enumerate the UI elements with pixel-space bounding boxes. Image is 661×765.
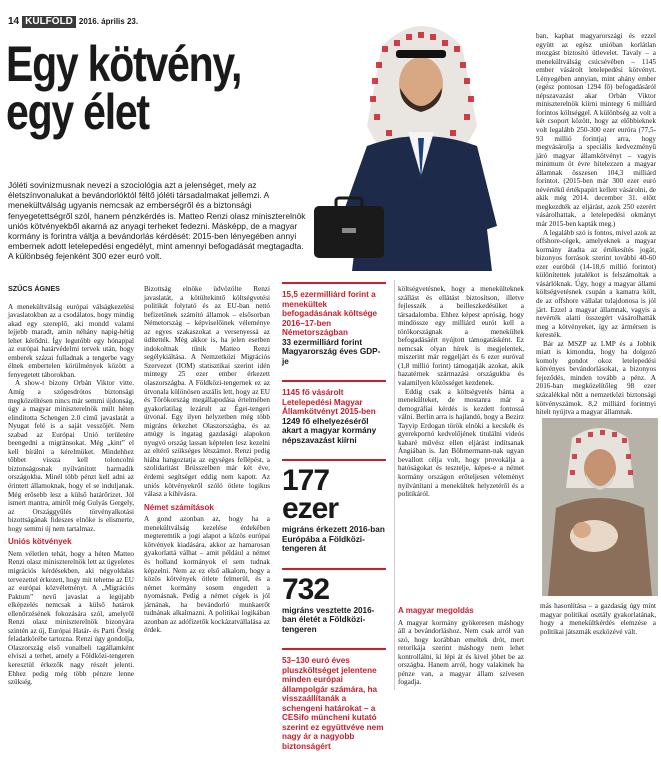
paragraph: Nem véletlen tehát, hogy a héten Matteo Renzi olasz miniszterelnök lett az ügyeletes migrációs kérdésekben, aki négyoldalas tervezettel érkezett, hogy mit tehetne az EU az európai közvéleményt. A „Migrációs Paktum” nevű javaslat a legújabb elképzelés nemcsak a külső határok ellenőrzésének fokozására szól, amelyről Renzi olasz miniszterelnök bizonyára szintén az új, Európai Határ- és Parti Őrség feladatkörébe tartozna. Renzi úgy gondolja, Olaszország első vonalbeli tagállamként elviszi a terhet, amely a Földközi-tengeren keresztül érkezők nagy részét jelenti. Ehhez pedig még több pénzre lenne szükség. [8, 549, 134, 687]
paragraph: más hasonlítása – a gazdaság úgy mint magyar politikai osztály gyakorlatának, hogy a menekültkérdés elemzése a politikai játszmák eszközévé vált. [540, 602, 656, 636]
fact-text: 1249 fő elhelyezéséről akart a magyar kormány népszavazást kiírni [282, 416, 377, 445]
paragraph: A show-t bizony Orbán Viktor vitte. Amíg a szögesdrótos biztonsági megközelítésen nincs már semmi újdonság, úgy a magyar miniszterelnök múlt héten elindította Schengen 2.0 című javaslatát a Nyugat felé is a saját vesszőjét. Nem szabad az Európai Unió területére beengedni a migránsokat. Még „kint” el kell bírálni a kérelmüket. Mindehhez tőbbet vissza kell toloncolni biztonságosnak nyilvánított harmadik országokba. Minél több pénzt kell adni az érintett államoknak, hogy el se induljanak. Még erősebb lesz a külső határőrizet. Jól ismert mantra, amiről még Gulyás Gergely, az Országgyűlés törvényalkotási bizottságának fideszes elnöke is elismerte, hogy semmi új nem tartalmaz. [8, 379, 134, 533]
paragraph: költségvetésnek, hogy a menekülteknek szállást és ellátást biztosítson, illetve fejlesszék a beilleszkedésüket a társadalomba. Ehhez képest apróság, hogy mindössze egy milliárd eurót kell a törökországnak a menekültek befogadásáért nyújtott támogatásként. Ez nemcsak olyan hírek is megjelentek, miszerint már reggeljárt és 6 ezer euróval (1,8 millió forint) támogatják azokat, akik hazatérnek származási országukba és valamilyen közösséget kezdenek. [398, 285, 524, 388]
subheading-nemet-szamitasok: Német számítások [144, 502, 214, 512]
subheading-magyar-megoldas: A magyar megoldás [398, 606, 474, 615]
article-column-1 [8, 285, 134, 687]
paragraph: Eddig csak a költségvetés bánta a menekülteket, de mostanra már a demográfiai kérdés is kezdett fontossá válni. Berlin arra is hajlandó, hogy a Bezirz Tayyip Erdogan török elnöki a kecskék és gyerekpornó kedvelőjének titulálni videós kabaré művész ellen eljárást indítsanak Ángiában is. Jan Böhmermann-nak ugyan bevallott célja volt, hogy provokálja a hatóságokat és tesztelje, képes-e a német kormány országon erőteljesen véleményt nyilvánítani a menekültek helyzetéről és a politikáról. [398, 387, 524, 499]
fact-box [282, 459, 386, 554]
fact-box [282, 282, 386, 366]
fact-box [282, 568, 386, 635]
article-column-4 [398, 285, 524, 595]
article-column-4-bottom [398, 602, 524, 687]
paragraph: A legalább szó is fontos, mivel azok az offshore-cégek, amelyeknek a magyar kormány átadta az értékesítés jogát, bizonyos források szerint további 40-60 ezer euróból (14-18,6 millió forintot) különítettek jutalékot is felszámoltak a vásárlóknak. Úgy, hogy a magyar állami költségvetésnek csupán a kamatra költ, de az offshore vállalat tulajdonosa is jól járt. Ezzel a magyar államnak, vagyis a nevérték alatti összegért vásárolhatták meg a kötvényeket, így az ármérsen is keresték. [536, 228, 656, 340]
refugee-illustration [542, 418, 658, 596]
businessman-illustration [312, 6, 530, 271]
fact-highlight: 15,5 ezermilliárd forint a menekültek befogadásának költsége 2016–17-ben Németországban [282, 290, 378, 337]
fact-text: 33 ezermilliárd forint Magyarország éves GDP-je [282, 337, 381, 366]
column-divider [394, 280, 395, 690]
paragraph: Bár az MSZP az LMP és a Jobbik miatt is kimondta, hogy ha dolgozó komoly gondot okoz letelepedési kötvényes bevándorlásokat, a bizonyos fejeződés, minden tovább a pénz. A 2016-ban megközelítőleg 98 ezer százalékkal nőtt a nemzetközi biztonsági kötvényszámok. 8,2 milliárd forintnyi hitelt nyújtva a magyar államnak. [536, 339, 656, 417]
paragraph: A magyar kormány gyökeresen máshogy áll a bevándorláshoz. Nem csak arról van szó, hogy korábban emeltek drót, mert retorikája szerint máshogy nem lehet kontrollálni, ki lépi át és kivel jöhet be az országba. Hanem arról, hogy valakinek ha pénze van, a magyar állam szívesen fogadja. [398, 618, 524, 687]
publication-date: 2016. április 23. [78, 17, 139, 26]
fact-big-number: 177 ezer [282, 464, 339, 525]
article-column-5 [536, 32, 656, 417]
section-label: KÜLFÖLD [22, 16, 76, 28]
article-lead: Jóléti sovinizmusnak nevezi a szociológia azt a jelenséget, mely az életszínvonalukat a bevándorlóktól féltő jóléti társadalmakat jellemzi. A menekültválság ugyanis nemcsak az emberségről és a biztonsági fenyegetettségről szól, hanem pénzkérdés is. Matteo Renzi olasz miniszterelnök uniós kötvényekből akarná az anyagi terheket fedezni. Másképp, de a magyar kormány is forintra váltja a bevándorlás kérdését: 2015-ben lényegében annyi embernek adott letelepedési engedélyt, mint amennyi befogadását megtagadta. A különbség fejenként 300 ezer euró volt. [8, 180, 306, 262]
fact-box [282, 380, 386, 445]
article-column-5-bottom [540, 602, 656, 636]
paragraph: A menekültválság európai válságkezelési javaslatokban az a csodálatos, hogy mindig akad egy szereplő, aki mondd valami lejjebb maradt, amin néhány napig-hétig lehet kérődni. Így legutóbb egy hónappal az európai határvédelmi tervek után, hogy emberek százai fulladnak a tengerbe vagy élnek embertelen körülmények között a fenyegetett táborokban. [8, 302, 134, 379]
page-header [8, 16, 138, 28]
fact-text: migráns érkezett 2016-ban Európába a Földközi-tengeren át [282, 525, 385, 553]
subheading-unios-kotvenyek: Uniós kötvények [8, 537, 72, 547]
paragraph: ban, kaphat magyarországi és ezzel együtt az egész unióban korlátlan mozgást biztosító útlevelet. Tavaly – a menekültválság csúcsévében – 1145 ember vásárolt letelepedési kötvényt. Lényegében annyian, mint ahány ember (egész pontosan 1294 fő) befogadásáról népszavazást akar Orbán Viktor miniszterelnök kiírni mintegy 6 milliárd forintos költséggel. A különbség az volt a két csoport között, hogy az előbbieknek volt legalább 250-300 ezer euróra (77,5-93 millió forintja) arra, hogy megvásárolja a speciális kedvezményű járó magyar államkötvényt – vagyis minimum öt évre hitelezzen a magyar államnak összesen 104,3 milliárd forintot. (2015-ben már 300 ezer euró névértékű értékpapírt kellett vásárolni, de akik még 2014. december 31. előtt megkezdték az eljárást, azok 250 ezerért vásárolhattak, a letelepedési okmányt már 2015-ben kapták meg.) [536, 32, 656, 229]
fact-highlight: 53–130 euró éves pluszköltséget jelentene minden európai állampolgár számára, ha visszaállítanák a schengeni határokat – a CESifo müncheni kutató szerint ez együttvéve nem nagy ár a nagyobb biztonságért [282, 656, 384, 751]
photo-refugee-father [542, 418, 658, 596]
paragraph: Bizottság elnöke üdvözölte Renzi javaslatát, a kötültekintő költségvetési politikát folytató és az EU-ban nettó befizetőnek számító államok – elsősorban Németország – képviselőinek véleménye az egyes szakaszokat a versenyessá az üdítették. Még akkor is, ha jelen esetben indokoltnak tűnik Matteo Renzi segélykiáltása. A Nemzetközi Migrációs Szervezet (IOM) statisztikai szerint idén mintegy 25 ezer ember érkezett olaszországba. A Földközi-tengernek ez az útvonala különösen aszális lett, hogy az EU és Törökország megállapodása értelmében gyakorlatilag lezárult az Égei-tengeri útvonal. Egy ilyen helyzetben még több migráns érkezhet Olaszországba, és az amúgy is ingatag gazdasági alapokon nyugvó ország lassan képtelen lesz kezelni az eltérő szükséges létszámot. Renzi pedig hiába hangoztatja az egységes fellépést, a szolidaritást Brüsszelben már két éve, érdemi segítséget eddig nem kapott. Az uniós kötvényekről szóló ötlete logikus válasz a kihívásra. [144, 285, 270, 499]
fact-box [282, 648, 386, 751]
fact-text: migráns vesztette 2016-ban életét a Földközi-tengeren [282, 605, 375, 634]
photo-businessman [312, 6, 530, 271]
article-column-2 [144, 285, 270, 635]
paragraph: A gond azonban az, hogy ha a menekültválság kezelése érdekében megteremtik a jogi alapot a közös európai kötvények kiadására, akkor az hamarosan gyakorlattá válhat – amit például a német és holland kormányok el sem tudnak képzelni. Nem az ez első alkalom, hogy a közös kötvények ötlete felmerül, és a német kormány sosem engedett a nyomásnak. Pedig a német cégek is jól járnának, ha bevándorló munkaerőt tudnának alkalmazni. A politikai logikában azonban az adófizetők kockázatvállalása az érdek. [144, 515, 270, 635]
author-byline: SZŰCS ÁGNES [8, 284, 60, 293]
article-headline [6, 36, 277, 140]
headline-line-1: Egy kötvény, [6, 36, 242, 92]
facts-sidebar [282, 282, 386, 765]
headline-line-2: egy élet [6, 84, 149, 140]
fact-big-number: 732 [282, 572, 330, 606]
page-number: 14 [8, 16, 20, 27]
fact-highlight: 1145 fő vásárolt Letelepedési Magyar Államkötvényt 2015-ben [282, 388, 376, 416]
